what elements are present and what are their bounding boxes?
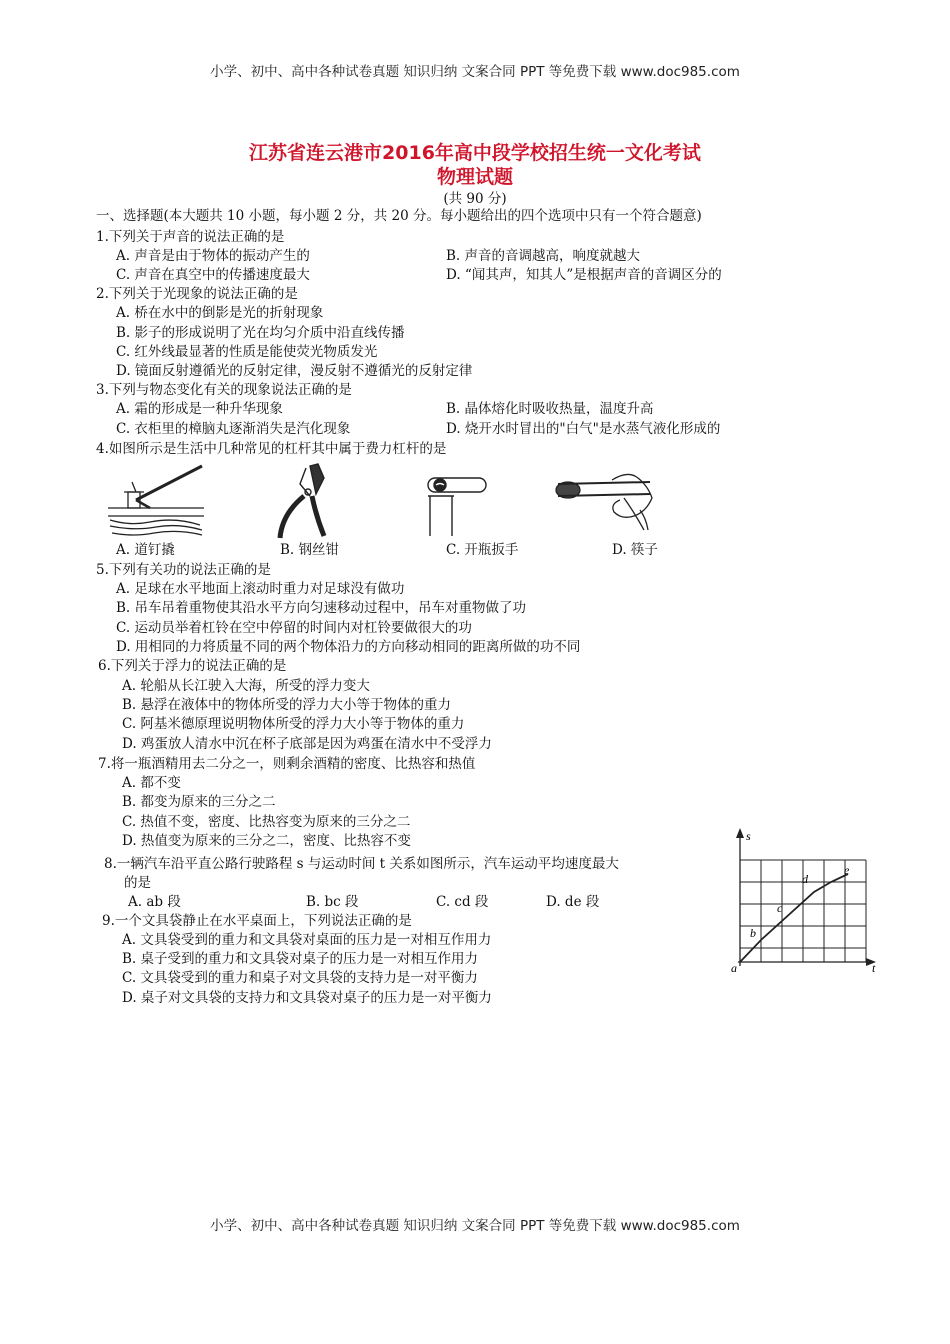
- q4-option-a: A. 道钉撬: [116, 542, 175, 558]
- q4-stem: 4.如图所示是生活中几种常见的杠杆其中属于费力杠杆的是: [96, 441, 447, 457]
- q1-option-b: B. 声音的音调越高，响度就越大: [446, 248, 641, 264]
- q7-option-d: D. 热值变为原来的三分之二，密度、比热容不变: [122, 833, 411, 849]
- q9-option-d: D. 桌子对文具袋的支持力和文具袋对桌子的压力是一对平衡力: [122, 990, 492, 1006]
- q3-option-a: A. 霜的形成是一种升华现象: [116, 401, 283, 417]
- q8-option-b: B. bc 段: [306, 894, 359, 910]
- q7-option-c: C. 热值不变，密度、比热容变为原来的三分之二: [122, 814, 411, 830]
- q2-option-a: A. 桥在水中的倒影是光的折射现象: [116, 305, 324, 321]
- q1-option-a: A. 声音是由于物体的振动产生的: [116, 248, 310, 264]
- total-score: (共 90 分): [443, 191, 507, 207]
- point-a-label: a: [731, 961, 737, 975]
- point-e-label: e: [844, 863, 850, 877]
- point-c-label: c: [777, 901, 783, 915]
- q3-stem: 3.下列与物态变化有关的现象说法正确的是: [96, 382, 352, 398]
- q5-option-a: A. 足球在水平地面上滚动时重力对足球没有做功: [116, 581, 405, 597]
- q1-stem: 1.下列关于声音的说法正确的是: [96, 229, 285, 245]
- s-axis-label: s: [746, 829, 751, 843]
- q5-option-b: B. 吊车吊着重物使其沿水平方向匀速移动过程中，吊车对重物做了功: [116, 600, 527, 616]
- q4-option-b: B. 钢丝钳: [280, 542, 340, 558]
- pliers-figure: [270, 462, 332, 540]
- page-header: 小学、初中、高中各种试卷真题 知识归纳 文案合同 PPT 等免费下载 www.doc985.com: [210, 64, 740, 80]
- rail-crowbar-figure: [106, 460, 206, 538]
- q3-option-d: D. 烧开水时冒出的"白气"是水蒸气液化形成的: [446, 421, 721, 437]
- bottle-opener-figure: [424, 466, 488, 538]
- q7-option-a: A. 都不变: [122, 775, 181, 791]
- q8-option-c: C. cd 段: [436, 894, 489, 910]
- q7-stem: 7.将一瓶酒精用去二分之一，则剩余酒精的密度、比热容和热值: [98, 756, 476, 772]
- q5-stem: 5.下列有关功的说法正确的是: [96, 562, 271, 578]
- q8-stem-continued: 的是: [124, 875, 151, 891]
- q9-option-c: C. 文具袋受到的重力和桌子对文具袋的支持力是一对平衡力: [122, 970, 478, 986]
- q5-option-d: D. 用相同的力将质量不同的两个物体沿力的方向移动相同的距离所做的功不同: [116, 639, 581, 655]
- t-axis-label: t: [872, 961, 876, 975]
- exam-subtitle: 物理试题: [436, 166, 513, 188]
- motion-curve: [740, 874, 848, 962]
- q8-option-a: A. ab 段: [128, 894, 181, 910]
- section-heading: 一、选择题(本大题共 10 小题，每小题 2 分，共 20 分。每小题给出的四个选项中只有一个符合题意): [96, 208, 702, 224]
- q9-option-a: A. 文具袋受到的重力和文具袋对桌面的压力是一对相互作用力: [122, 932, 492, 948]
- q3-option-c: C. 衣柜里的樟脑丸逐渐消失是汽化现象: [116, 421, 351, 437]
- distance-time-graph: [720, 826, 886, 978]
- q2-option-c: C. 红外线最显著的性质是能使荧光物质发光: [116, 344, 378, 360]
- q4-option-d: D. 筷子: [612, 542, 658, 558]
- q6-option-b: B. 悬浮在液体中的物体所受的浮力大小等于物体的重力: [122, 697, 452, 713]
- q2-option-b: B. 影子的形成说明了光在均匀介质中沿直线传播: [116, 325, 405, 341]
- exam-title: 江苏省连云港市2016年高中段学校招生统一文化考试: [249, 142, 701, 164]
- q2-option-d: D. 镜面反射遵循光的反射定律，漫反射不遵循光的反射定律: [116, 363, 473, 379]
- q6-option-d: D. 鸡蛋放人清水中沉在杯子底部是因为鸡蛋在清水中不受浮力: [122, 736, 492, 752]
- q7-option-b: B. 都变为原来的三分之二: [122, 794, 276, 810]
- chopsticks-figure: [554, 464, 658, 538]
- q2-stem: 2.下列关于光现象的说法正确的是: [96, 286, 298, 302]
- point-d-label: d: [802, 872, 808, 886]
- q6-stem: 6.下列关于浮力的说法正确的是: [98, 658, 287, 674]
- q1-option-d: D. “闻其声，知其人”是根据声音的音调区分的: [446, 267, 722, 283]
- q9-option-b: B. 桌子受到的重力和文具袋对桌子的压力是一对相互作用力: [122, 951, 479, 967]
- q9-stem: 9.一个文具袋静止在水平桌面上，下列说法正确的是: [102, 913, 412, 929]
- q6-option-c: C. 阿基米德原理说明物体所受的浮力大小等于物体的重力: [122, 716, 465, 732]
- q8-option-d: D. de 段: [546, 894, 600, 910]
- q3-option-b: B. 晶体熔化时吸收热量，温度升高: [446, 401, 654, 417]
- page-footer: 小学、初中、高中各种试卷真题 知识归纳 文案合同 PPT 等免费下载 www.doc985.com: [210, 1218, 740, 1234]
- q1-option-c: C. 声音在真空中的传播速度最大: [116, 267, 310, 283]
- q4-option-c: C. 开瓶扳手: [446, 542, 519, 558]
- q6-option-a: A. 轮船从长江驶入大海，所受的浮力变大: [122, 678, 370, 694]
- point-b-label: b: [750, 926, 756, 940]
- s-axis-arrow: [736, 828, 744, 838]
- q8-stem: 8.一辆汽车沿平直公路行驶路程 s 与运动时间 t 关系如图所示，汽车运动平均速度最大: [104, 856, 619, 872]
- q5-option-c: C. 运动员举着杠铃在空中停留的时间内对杠铃要做很大的功: [116, 620, 472, 636]
